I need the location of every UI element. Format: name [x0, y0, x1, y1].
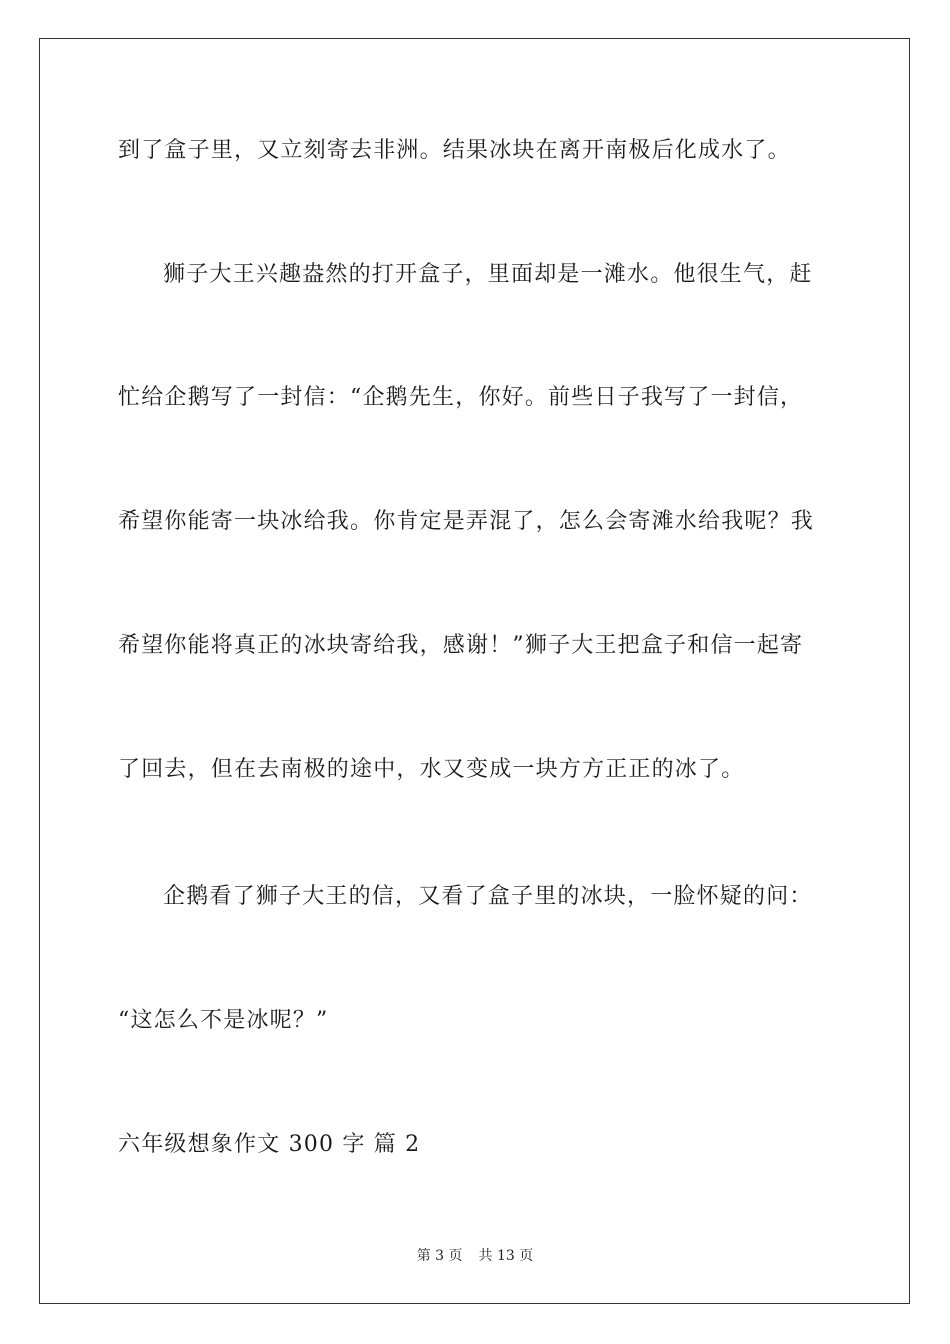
paragraph-line: “这怎么不是冰呢？”	[118, 1008, 329, 1033]
page-border	[39, 38, 910, 1304]
paragraph-line: 到了盒子里，又立刻寄去非洲。结果冰块在离开南极后化成水了。	[118, 138, 791, 163]
paragraph-line: 企鹅看了狮子大王的信，又看了盒子里的冰块，一脸怀疑的问：	[163, 884, 813, 909]
paragraph-line: 希望你能寄一块冰给我。你肯定是弄混了，怎么会寄滩水给我呢？我	[118, 509, 815, 534]
paragraph-line: 狮子大王兴趣盎然的打开盒子，里面却是一滩水。他很生气，赶	[163, 262, 813, 287]
page-footer	[0, 1246, 950, 1266]
paragraph-line: 希望你能将真正的冰块寄给我，感谢！”狮子大王把盒子和信一起寄	[118, 633, 804, 658]
page-number-current: 第 3 页	[416, 1248, 463, 1264]
paragraph-line: 了回去，但在去南极的途中，水又变成一块方方正正的冰了。	[118, 757, 745, 782]
section-heading: 六年级想象作文 300 字 篇 2	[118, 1132, 421, 1157]
page-number-total: 共 13 页	[478, 1248, 534, 1264]
paragraph-line: 忙给企鹅写了一封信：“企鹅先生，你好。前些日子我写了一封信，	[118, 385, 804, 410]
